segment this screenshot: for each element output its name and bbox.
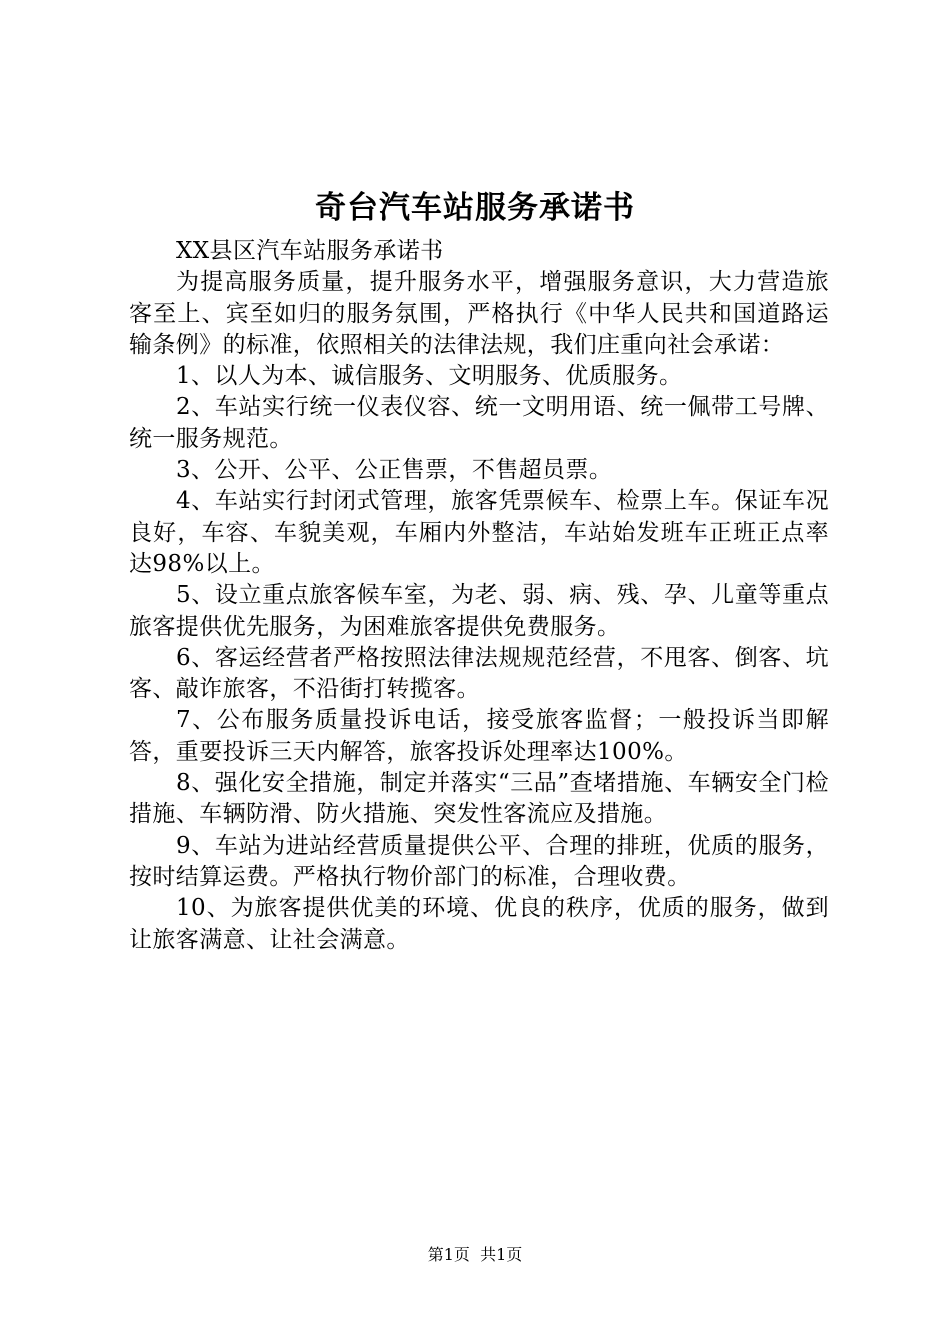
- commitment-item-9: 9、车站为进站经营质量提供公平、合理的排班，优质的服务，按时结算运费。严格执行物价部门的标准，合理收费。: [129, 832, 829, 890]
- page-number: 第1页: [427, 1245, 470, 1264]
- commitment-item-5: 5、设立重点旅客候车室，为老、弱、病、残、孕、儿童等重点旅客提供优先服务，为困难旅客提供免费服务。: [129, 582, 829, 640]
- page-total: 共1页: [480, 1245, 523, 1264]
- document-body: [129, 236, 829, 956]
- commitment-item-1: 1、以人为本、诚信服务、文明服务、优质服务。: [176, 363, 683, 390]
- commitment-item-6: 6、客运经营者严格按照法律法规规范经营，不甩客、倒客、坑客、敲诈旅客，不沿街打转揽客。: [129, 644, 829, 703]
- document-title: 奇台汽车站服务承诺书: [315, 190, 635, 226]
- intro-paragraph: 为提高服务质量，提升服务水平，增强服务意识，大力营造旅客至上、宾至如归的服务氛围，严格执行《中华人民共和国道路运输条例》的标准，依照相关的法律法规，我们庄重向社会承诺：: [129, 269, 829, 358]
- commitment-item-2: 2、车站实行统一仪表仪容、统一文明用语、统一佩带工号牌、统一服务规范。: [129, 394, 829, 452]
- commitment-item-4: 4、车站实行封闭式管理，旅客凭票候车、检票上车。保证车况良好，车容、车貌美观，车厢内外整洁，车站始发班车正班正点率达98%以上。: [129, 488, 829, 577]
- commitment-item-10: 10、为旅客提供优美的环境、优良的秩序，优质的服务，做到让旅客满意、让社会满意。: [129, 895, 829, 953]
- commitment-item-3: 3、公开、公平、公正售票，不售超员票。: [176, 457, 613, 484]
- document-subtitle: XX县区汽车站服务承诺书: [176, 238, 444, 264]
- commitment-item-7: 7、公布服务质量投诉电话，接受旅客监督；一般投诉当即解答，重要投诉三天内解答，旅客投诉处理率达100%。: [129, 707, 829, 765]
- page-footer: [0, 1243, 950, 1267]
- commitment-item-8: 8、强化安全措施，制定并落实“三品”查堵措施、车辆安全门检措施、车辆防滑、防火措施、突发性客流应及措施。: [129, 770, 829, 828]
